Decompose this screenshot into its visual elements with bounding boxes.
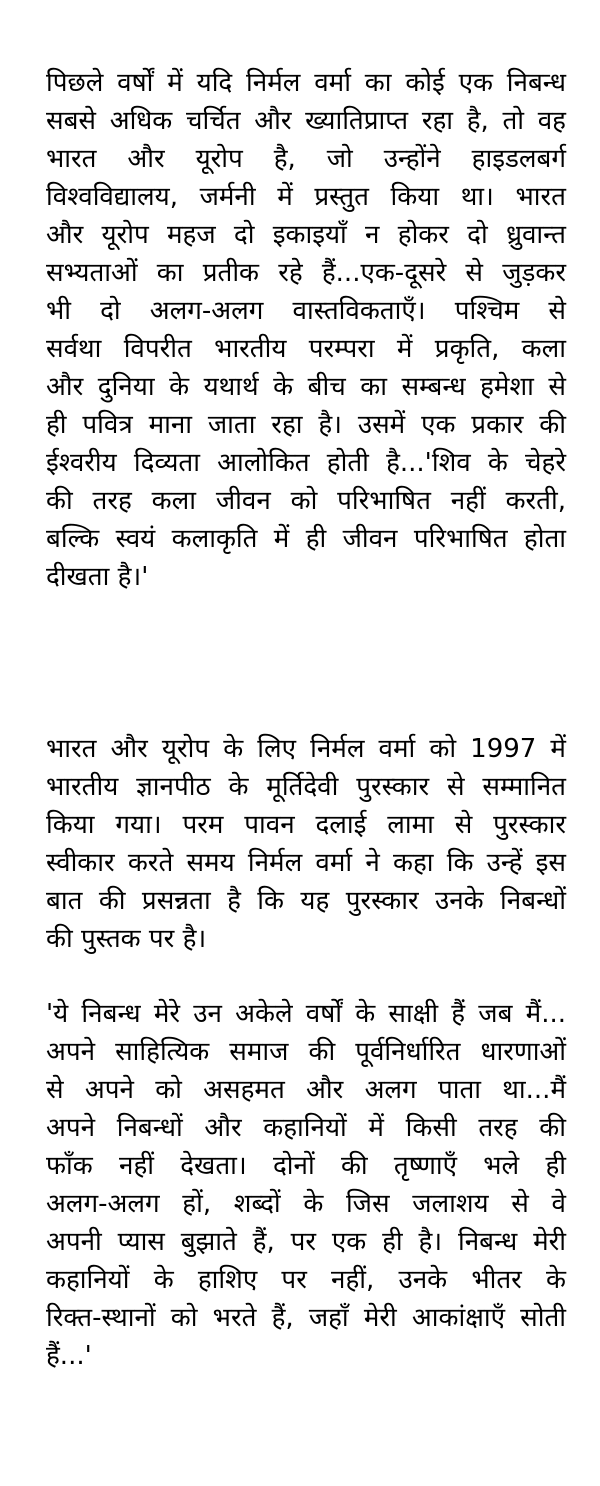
text-line: सर्वथा विपरीत भारतीय परम्परा में प्रकृति, कला	[46, 334, 566, 364]
text-line: कहानियों के हाशिए पर नहीं, उनके भीतर के	[46, 1265, 566, 1295]
paragraph-award	[46, 730, 566, 958]
text-line: अपने निबन्धों और कहानियों में किसी तरह की	[46, 1113, 566, 1143]
text-line: भारत और यूरोप है, जो उन्होंने हाइडलबर्ग	[46, 144, 566, 174]
text-line: भी दो अलग-अलग वास्तविकताएँ। पश्चिम से	[46, 296, 566, 326]
text-line: विश्वविद्यालय, जर्मनी में प्रस्तुत किया था। भारत	[46, 182, 566, 212]
text-line: से अपने को असहमत और अलग पाता था...मैं	[46, 1075, 566, 1105]
text-line: और यूरोप महज दो इकाइयाँ न होकर दो ध्रुवान्त	[46, 220, 566, 250]
text-line: दीखता है।'	[46, 562, 149, 592]
text-line: अपनी प्यास बुझाते हैं, पर एक ही है। निबन्ध मेरी	[46, 1227, 566, 1257]
text-line: स्वीकार करते समय निर्मल वर्मा ने कहा कि उन्हें इस	[46, 848, 566, 878]
text-line: सबसे अधिक चर्चित और ख्यातिप्राप्त रहा है, तो वह	[46, 106, 566, 136]
text-line: बात की प्रसन्नता है कि यह पुरस्कार उनके निबन्धों	[46, 886, 566, 916]
text-line: पिछले वर्षों में यदि निर्मल वर्मा का कोई एक निबन्ध	[46, 68, 566, 98]
text-line: अलग-अलग हों, शब्दों के जिस जलाशय से वे	[46, 1189, 566, 1219]
text-line: 'ये निबन्ध मेरे उन अकेले वर्षों के साक्षी हैं जब मैं...	[46, 999, 566, 1029]
text-line: फाँक नहीं देखता। दोनों की तृष्णाएँ भले ही	[46, 1151, 566, 1181]
text-line: बल्कि स्वयं कलाकृति में ही जीवन परिभाषित होता	[46, 524, 566, 554]
text-line: अपने साहित्यिक समाज की पूर्वनिर्धारित धारणाओं	[46, 1037, 566, 1067]
text-line: भारत और यूरोप के लिए निर्मल वर्मा को 1997 में	[46, 734, 566, 764]
text-line: हैं...'	[46, 1341, 92, 1371]
text-line: की पुस्तक पर है।	[46, 924, 207, 954]
paragraph-quote	[46, 995, 566, 1375]
text-line: किया गया। परम पावन दलाई लामा से पुरस्कार	[46, 810, 566, 840]
paragraph-essay-intro	[46, 64, 566, 596]
text-line: भारतीय ज्ञानपीठ के मूर्तिदेवी पुरस्कार से सम्मानित	[46, 772, 566, 802]
text-line: ईश्वरीय दिव्यता आलोकित होती है...'शिव के चेहरे	[46, 448, 566, 478]
text-line: सभ्यताओं का प्रतीक रहे हैं...एक-दूसरे से जुड़कर	[46, 258, 566, 288]
text-line: ही पवित्र माना जाता रहा है। उसमें एक प्रकार की	[46, 410, 566, 440]
text-line: और दुनिया के यथार्थ के बीच का सम्बन्ध हमेशा से	[46, 372, 566, 402]
text-line: की तरह कला जीवन को परिभाषित नहीं करती,	[46, 486, 566, 516]
text-line: रिक्त-स्थानों को भरते हैं, जहाँ मेरी आकांक्षाएँ सोती	[46, 1303, 566, 1333]
